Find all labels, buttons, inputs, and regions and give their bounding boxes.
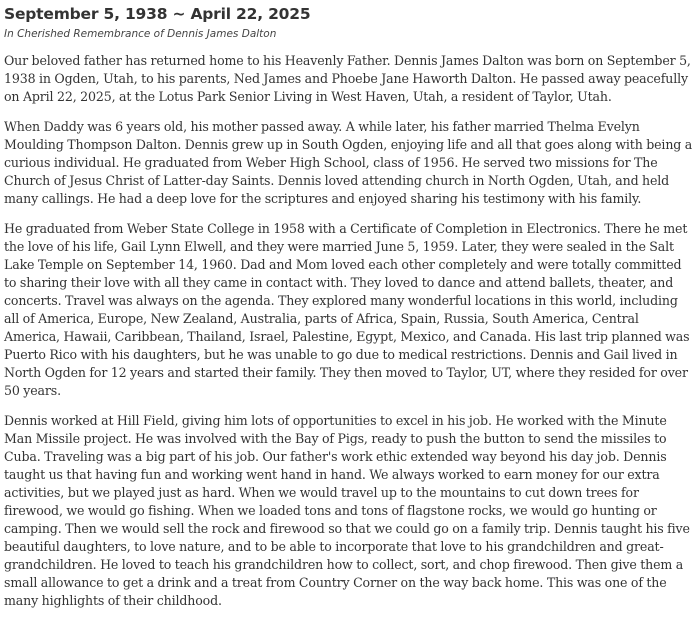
obituary-header <box>4 0 694 42</box>
life-dates-heading: September 5, 1938 ~ April 22, 2025 <box>4 5 311 23</box>
remembrance-subtitle: In Cherished Remembrance of Dennis James Dalton <box>4 28 277 40</box>
obituary-paragraph: Our beloved father has returned home to his Heavenly Father. Dennis James Dalton was born on September 5, 1938 in Ogden, Utah, to his parents, Ned James and Phoebe Jane Haworth Dalton. He passed away peacefully on April 22, 2025, at the Lotus Park Senior Living in West Haven, Utah, a resident of Taylor, Utah. <box>4 53 691 104</box>
obituary-paragraph: Dennis worked at Hill Field, giving him lots of opportunities to excel in his job. He worked with the Minute Man Missile project. He was involved with the Bay of Pigs, ready to push the button to send the missiles to Cuba. Traveling was a big part of his job. Our father's work ethic extended way beyond his day job. Dennis taught us that having fun and working went hand in hand. We always worked to earn money for our extra activities, but we played just as hard. When we would travel up to the mountains to cut down trees for firewood, we would go fishing. When we loaded tons and tons of flagstone rocks, we would go hunting or camping. Then we would sell the rock and firewood so that we could go on a family trip. Dennis taught his five beautiful daughters, to love nature, and to be able to incorporate that love to his grandchildren and great-grandchildren. He loved to teach his grandchildren how to collect, sort, and chop firewood. Then give them a small allowance to get a drink and a treat from Country Corner on the way back home. This was one of the many highlights of their childhood. <box>4 413 690 608</box>
obituary-paragraph: When Daddy was 6 years old, his mother passed away. A while later, his father married Thelma Evelyn Moulding Thompson Dalton. Dennis grew up in South Ogden, enjoying life and all that goes along with being a curious individual. He graduated from Weber High School, class of 1956. He served two missions for The Church of Jesus Christ of Latter-day Saints. Dennis loved attending church in North Ogden, Utah, and held many callings. He had a deep love for the scriptures and enjoyed sharing his testimony with his family. <box>4 119 693 206</box>
obituary-paragraph: He graduated from Weber State College in 1958 with a Certificate of Completion in Electronics. There he met the love of his life, Gail Lynn Elwell, and they were married June 5, 1959. Later, they were sealed in the Salt Lake Temple on September 14, 1960. Dad and Mom loved each other completely and were totally committed to sharing their love with all they came in contact with. They loved to dance and attend ballets, theater, and concerts. Travel was always on the agenda. They explored many wonderful locations in this world, including all of America, Europe, New Zealand, Australia, parts of Africa, Spain, Russia, South America, Central America, Hawaii, Caribbean, Thailand, Israel, Palestine, Egypt, Mexico, and Canada. His last trip planned was Puerto Rico with his daughters, but he was unable to go due to medical restrictions. Dennis and Gail lived in North Ogden for 12 years and started their family. They then moved to Taylor, UT, where they resided for over 50 years. <box>4 221 690 398</box>
obituary <box>4 0 694 622</box>
obituary-body <box>4 52 694 610</box>
